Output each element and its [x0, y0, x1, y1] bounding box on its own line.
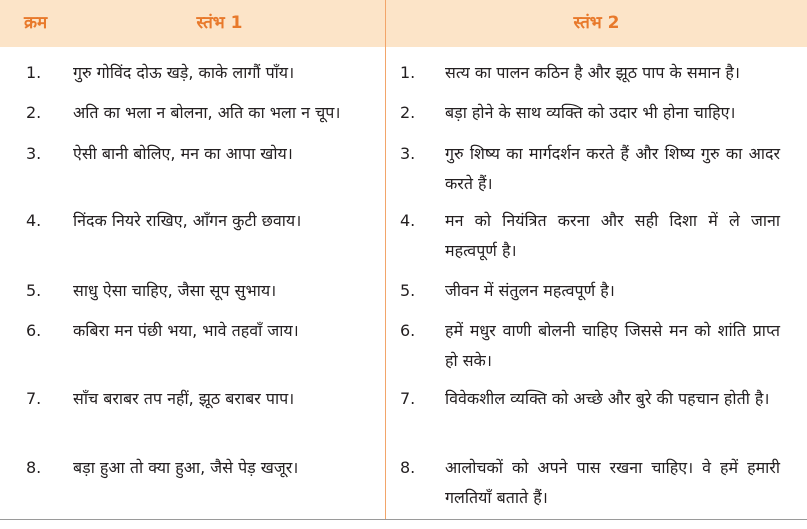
row-number-col2: 4. [400, 211, 416, 230]
row-number-col1: 4. [26, 211, 42, 230]
row-number-col2: 3. [400, 144, 416, 163]
header-serial: क्रम [24, 13, 48, 33]
col2-text: हमें मधुर वाणी बोलनी चाहिए जिससे मन को शांति प्राप्त हो सके। [445, 321, 780, 370]
col1-text: साधु ऐसा चाहिए, जैसा सूप सुभाय। [73, 281, 277, 300]
table-header [0, 0, 807, 47]
col1-text: बड़ा हुआ तो क्या हुआ, जैसे पेड़ खजूर। [73, 458, 299, 477]
col1-text: निंदक नियरे राखिए, आँगन कुटी छवाय। [73, 211, 302, 230]
table-bottom-border [0, 519, 807, 520]
column-divider [385, 0, 386, 520]
row-number-col1: 2. [26, 103, 42, 122]
row-number-col2: 2. [400, 103, 416, 122]
row-number-col1: 1. [26, 63, 42, 82]
row-number-col1: 3. [26, 144, 42, 163]
col1-text: साँच बराबर तप नहीं, झूठ बराबर पाप। [73, 389, 295, 408]
col2-text: बड़ा होने के साथ व्यक्ति को उदार भी होना चाहिए। [445, 103, 736, 122]
row-number-col2: 6. [400, 321, 416, 340]
row-number-col1: 8. [26, 458, 42, 477]
row-number-col2: 8. [400, 458, 416, 477]
col1-text: अति का भला न बोलना, अति का भला न चूप। [73, 103, 341, 122]
col2-text: सत्य का पालन कठिन है और झूठ पाप के समान है। [445, 63, 740, 82]
row-number-col1: 6. [26, 321, 42, 340]
row-number-col2: 5. [400, 281, 416, 300]
header-column-1: स्तंभ 1 [196, 13, 243, 33]
col2-text: विवेकशील व्यक्ति को अच्छे और बुरे की पहचान होती है। [445, 389, 770, 408]
row-number-col1: 5. [26, 281, 42, 300]
col1-text: ऐसी बानी बोलिए, मन का आपा खोय। [73, 144, 293, 163]
col1-text: गुरु गोविंद दोऊ खड़े, काके लागौं पाँय। [73, 63, 295, 82]
row-number-col2: 1. [400, 63, 416, 82]
header-column-2: स्तंभ 2 [573, 13, 620, 33]
col2-text: आलोचकों को अपने पास रखना चाहिए। वे हमें हमारी गलतियाँ बताते हैं। [445, 458, 780, 507]
row-number-col2: 7. [400, 389, 416, 408]
col2-text: मन को नियंत्रित करना और सही दिशा में ले जाना महत्वपूर्ण है। [445, 211, 780, 260]
col2-text: गुरु शिष्य का मार्गदर्शन करते हैं और शिष्य गुरु का आदर करते हैं। [445, 144, 780, 193]
col1-text: कबिरा मन पंछी भया, भावे तहवाँ जाय। [73, 321, 299, 340]
col2-text: जीवन में संतुलन महत्वपूर्ण है। [445, 281, 615, 300]
row-number-col1: 7. [26, 389, 42, 408]
